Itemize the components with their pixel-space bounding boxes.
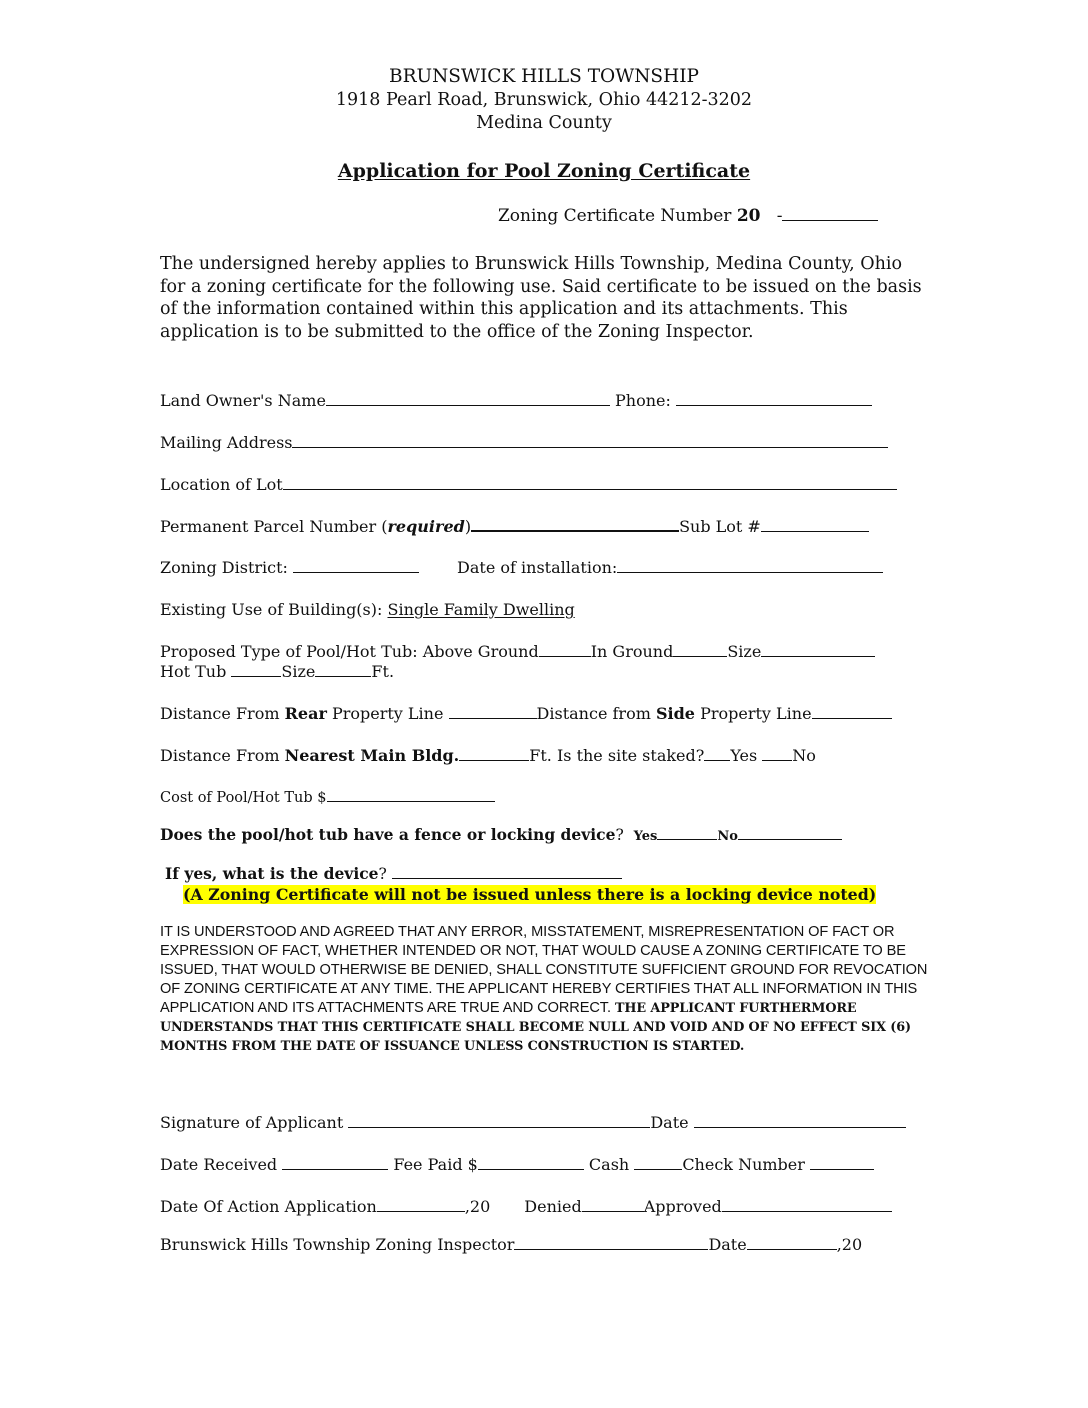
- township-address: 1918 Pearl Road, Brunswick, Ohio 44212-3202: [335, 90, 753, 110]
- zoning-district-field[interactable]: [293, 558, 419, 573]
- locking-notice: (A Zoning Certificate will not be issued unless there is a locking device noted): [183, 885, 877, 904]
- denied-field[interactable]: [582, 1197, 644, 1212]
- parcel-line: Permanent Parcel Number (required) Sub Lot #: [160, 516, 869, 536]
- certificate-number-blank[interactable]: [782, 206, 878, 221]
- hot-tub-field[interactable]: [231, 662, 281, 677]
- action-date-field[interactable]: [377, 1197, 465, 1212]
- pool-size-field[interactable]: [761, 642, 875, 657]
- location-line: Location of Lot: [160, 475, 897, 494]
- signature-field[interactable]: [348, 1113, 650, 1128]
- staked-yes-field[interactable]: [704, 746, 730, 761]
- approved-field[interactable]: [722, 1197, 892, 1212]
- side-distance-field[interactable]: [812, 704, 892, 719]
- above-ground-field[interactable]: [539, 642, 591, 657]
- county: Medina County: [476, 113, 612, 133]
- page-title: Application for Pool Zoning Certificate: [337, 160, 751, 182]
- mailing-address-field[interactable]: [292, 433, 888, 448]
- proposed-type-line: Proposed Type of Pool/Hot Tub: Above Ground In Ground Size: [160, 642, 875, 661]
- land-owner-field[interactable]: [326, 391, 610, 406]
- land-owner-line: Land Owner's Name Phone:: [160, 391, 872, 410]
- distance-line: Distance From Rear Property Line Distance from Side Property Line: [160, 704, 892, 723]
- certificate-number-line: Zoning Certificate Number 20 -: [498, 206, 878, 226]
- rear-distance-field[interactable]: [449, 704, 537, 719]
- inspector-field[interactable]: [514, 1235, 708, 1250]
- location-field[interactable]: [283, 475, 897, 490]
- action-line: Date Of Action Application ,20 Denied Approved: [160, 1197, 892, 1216]
- received-line: Date Received Fee Paid $ Cash Check Number: [160, 1155, 874, 1174]
- nearest-bldg-field[interactable]: [459, 746, 529, 761]
- date-received-field[interactable]: [282, 1155, 388, 1170]
- cost-line: Cost of Pool/Hot Tub $: [160, 787, 495, 806]
- sublot-field[interactable]: [761, 517, 869, 532]
- district-line: Zoning District: Date of installation:: [160, 558, 883, 577]
- hot-tub-size-field[interactable]: [315, 662, 371, 677]
- fee-field[interactable]: [478, 1155, 584, 1170]
- cost-field[interactable]: [327, 787, 495, 802]
- mailing-line: Mailing Address: [160, 433, 888, 452]
- staked-no-field[interactable]: [762, 746, 792, 761]
- existing-use-value: Single Family Dwelling: [387, 600, 575, 619]
- legal-statement: IT IS UNDERSTOOD AND AGREED THAT ANY ERROR, MISSTATEMENT, MISREPRESENTATION OF FACT OR EXPRESSION OF FACT, WHETHER INTENDED OR NOT, THAT WOULD CAUSE A ZONING CERTIFICATE TO BE ISSUED, THAT WOULD OTHERWISE BE DENIED, SHALL CONSTITUTE SUFFICIENT GROUND FOR REVOCATION OF ZONING CERTIFICATE AT ANY TIME. THE APPLICANT HEREBY CERTIFIES THAT ALL INFORMATION IN THIS APPLICATION AND ITS ATTACHMENTS ARE TRUE AND CORRECT. THE APPLICANT FURTHERMORE UNDERSTANDS THAT THIS CERTIFICATE SHALL BECOME NULL AND VOID AND OF NO EFFECT SIX (6) MONTHS FROM THE DATE OF ISSUANCE UNLESS CONSTRUCTION IS STARTED.: [160, 924, 928, 1054]
- inspector-line: Brunswick Hills Township Zoning Inspector Date ,20: [160, 1235, 863, 1254]
- cash-field[interactable]: [634, 1155, 682, 1170]
- inspector-date-field[interactable]: [747, 1235, 837, 1250]
- township-name: BRUNSWICK HILLS TOWNSHIP: [389, 66, 699, 87]
- fence-no-field[interactable]: [738, 825, 842, 840]
- install-date-field[interactable]: [617, 558, 883, 573]
- intro-paragraph: The undersigned hereby applies to Brunswick Hills Township, Medina County, Ohio for a zoning certificate for the following use. Said certificate to be issued on the basis of the information contained within this application and its attachments. This application is to be submitted to the office of the Zoning Inspector.: [160, 254, 922, 342]
- signature-date-field[interactable]: [694, 1113, 906, 1128]
- existing-use-line: Existing Use of Building(s): Single Family Dwelling: [160, 600, 575, 619]
- phone-field[interactable]: [676, 391, 872, 406]
- fence-yes-field[interactable]: [657, 825, 717, 840]
- device-field[interactable]: [392, 864, 622, 879]
- parcel-field[interactable]: [471, 516, 679, 532]
- device-line: If yes, what is the device?: [165, 864, 622, 883]
- in-ground-field[interactable]: [673, 642, 727, 657]
- signature-line: Signature of Applicant Date: [160, 1113, 906, 1132]
- nearest-bldg-line: Distance From Nearest Main Bldg. Ft. Is the site staked? Yes No: [160, 746, 816, 765]
- hot-tub-line: Hot Tub Size Ft.: [160, 662, 395, 681]
- fence-line: Does the pool/hot tub have a fence or locking device? Yes No: [160, 825, 842, 844]
- check-number-field[interactable]: [810, 1155, 874, 1170]
